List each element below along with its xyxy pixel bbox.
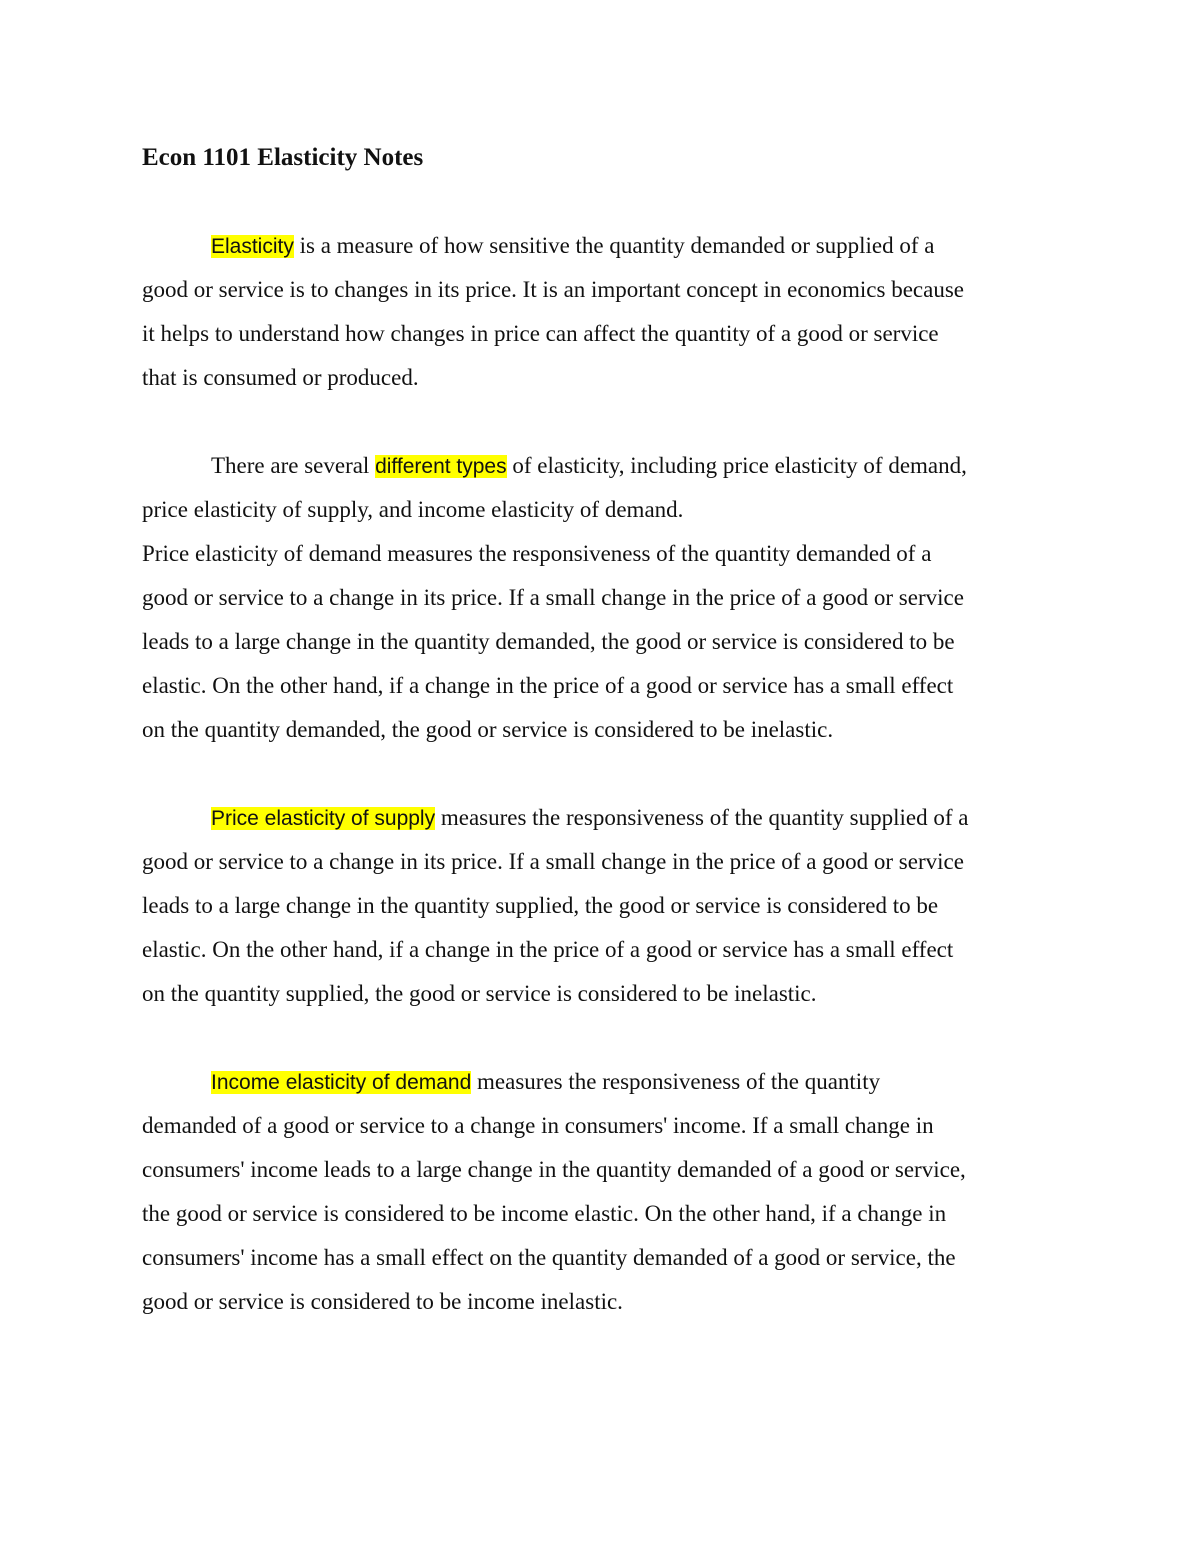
line-text: There are several: [211, 453, 376, 478]
line-text: measures the responsiveness of the quantity supplied of a: [435, 805, 969, 830]
highlighted-term: Price elasticity of supply: [211, 807, 436, 830]
paragraph-line: good or service is to changes in its price. It is an important concept in economics because: [142, 277, 965, 302]
paragraph-price-elasticity-of-supply: [142, 796, 1062, 1016]
paragraph-income-elasticity-of-demand: [142, 1060, 1062, 1324]
document-body: [142, 136, 1062, 1324]
paragraph-line: Price elasticity of demand measures the responsiveness of the quantity demanded of a: [142, 541, 932, 566]
paragraph-line: on the quantity demanded, the good or service is considered to be inelastic.: [142, 717, 834, 742]
highlighted-term: different types: [375, 455, 507, 478]
paragraph-line: good or service to a change in its price. If a small change in the price of a good or service: [142, 849, 964, 874]
paragraph-line: [142, 796, 1062, 840]
line-text: of elasticity, including price elasticity of demand,: [506, 453, 967, 478]
paragraph-line: leads to a large change in the quantity demanded, the good or service is considered to be: [142, 629, 955, 654]
paragraph-line: the good or service is considered to be income elastic. On the other hand, if a change in: [142, 1201, 947, 1226]
paragraph-line: price elasticity of supply, and income elasticity of demand.: [142, 497, 684, 522]
paragraph-line: good or service to a change in its price. If a small change in the price of a good or service: [142, 585, 964, 610]
paragraph-line: demanded of a good or service to a change in consumers' income. If a small change in: [142, 1113, 934, 1138]
paragraph-line: elastic. On the other hand, if a change in the price of a good or service has a small effect: [142, 673, 954, 698]
paragraph-spacer: [142, 752, 1062, 796]
paragraph-line: consumers' income leads to a large change in the quantity demanded of a good or service,: [142, 1157, 966, 1182]
paragraph-line: that is consumed or produced.: [142, 365, 419, 390]
paragraph-line: consumers' income has a small effect on the quantity demanded of a good or service, the: [142, 1245, 956, 1270]
paragraph-line: elastic. On the other hand, if a change in the price of a good or service has a small effect: [142, 937, 954, 962]
highlighted-term: Income elasticity of demand: [211, 1071, 472, 1094]
document-title: Econ 1101 Elasticity Notes: [142, 144, 424, 171]
paragraph-line: it helps to understand how changes in price can affect the quantity of a good or service: [142, 321, 939, 346]
paragraph-spacer: [142, 1016, 1062, 1060]
paragraph-line: leads to a large change in the quantity supplied, the good or service is considered to be: [142, 893, 939, 918]
paragraph-line: [142, 1060, 1062, 1104]
line-text: measures the responsiveness of the quantity: [471, 1069, 881, 1094]
paragraph-types-of-elasticity: [142, 444, 1062, 752]
highlighted-term: Elasticity: [211, 235, 294, 258]
paragraph-line: [142, 224, 1062, 268]
line-text: is a measure of how sensitive the quantity demanded or supplied of a: [293, 233, 935, 258]
paragraph-line: [142, 444, 1062, 488]
paragraph-elasticity-definition: [142, 224, 1062, 400]
paragraph-line: on the quantity supplied, the good or service is considered to be inelastic.: [142, 981, 817, 1006]
paragraph-line: good or service is considered to be income inelastic.: [142, 1289, 623, 1314]
paragraph-spacer: [142, 400, 1062, 444]
